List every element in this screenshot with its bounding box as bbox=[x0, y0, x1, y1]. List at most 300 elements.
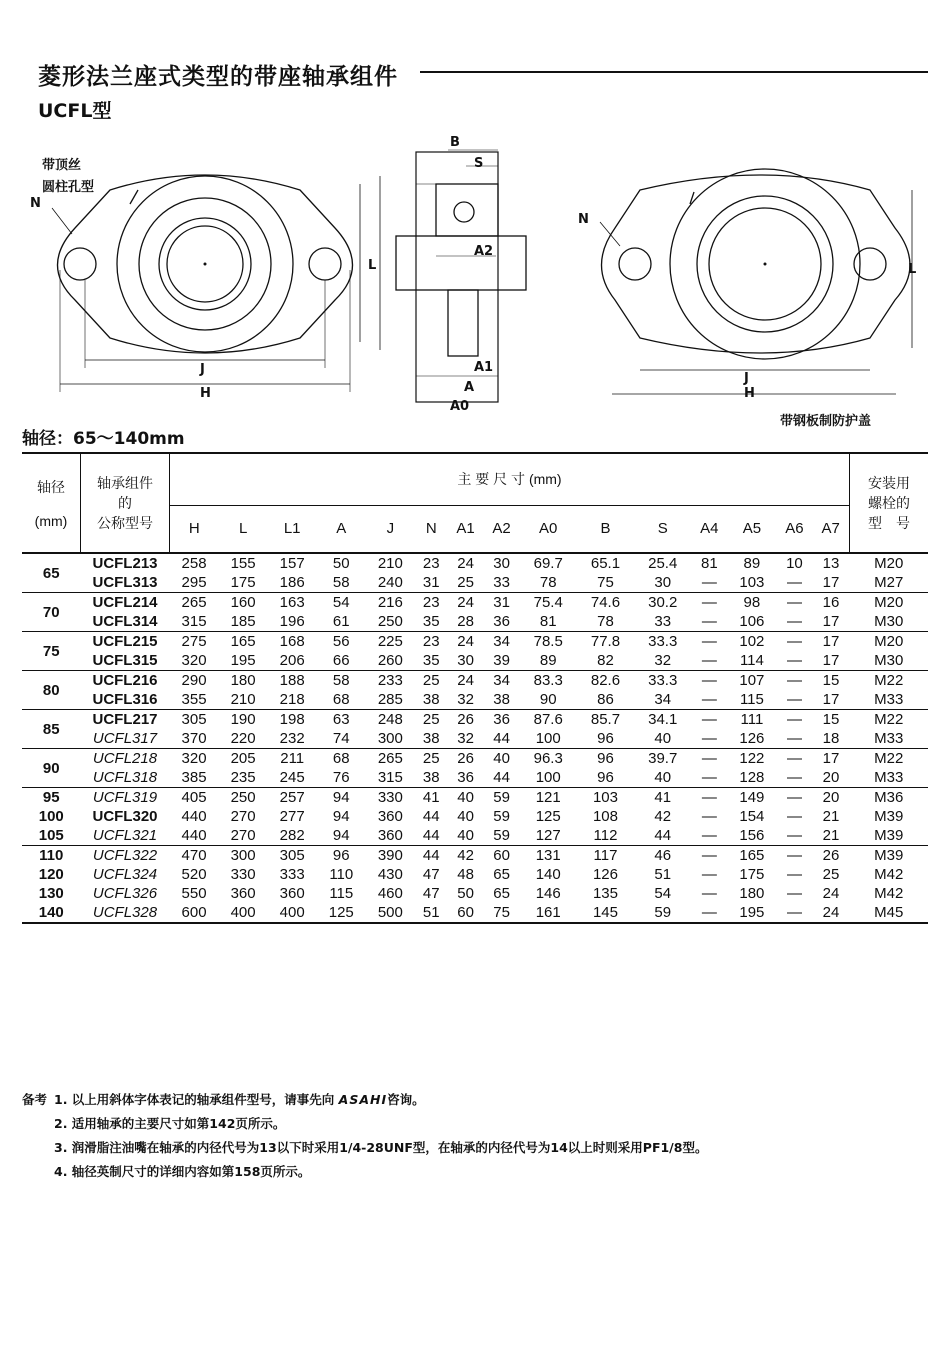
dimension-value: 115 bbox=[739, 691, 764, 708]
dimension-value: 40 bbox=[457, 827, 474, 844]
diagram-label-cylindrical: 圆柱孔型 bbox=[42, 180, 95, 195]
dimension-value: 96 bbox=[332, 847, 350, 864]
dimension-value: 39 bbox=[493, 652, 510, 669]
dimension-cell bbox=[448, 749, 484, 788]
dimension-cell bbox=[691, 632, 727, 671]
dimension-cell bbox=[484, 671, 520, 710]
note-2: 2. 适用轴承的主要尺寸如第142页所示。 bbox=[54, 1116, 286, 1131]
dimension-cell bbox=[317, 788, 366, 846]
dimension-cell bbox=[170, 553, 219, 593]
dimension-value: 290 bbox=[181, 672, 207, 689]
dimension-value: 385 bbox=[181, 769, 207, 786]
dimension-value: 233 bbox=[377, 672, 403, 689]
dimension-cell bbox=[415, 632, 448, 671]
bearing-diagram bbox=[0, 130, 950, 420]
dimension-cell bbox=[727, 593, 776, 632]
dimension-value: — bbox=[786, 633, 802, 650]
dimension-value: — bbox=[786, 847, 802, 864]
header-dimensions: 主 要 尺 寸 (mm) bbox=[170, 453, 850, 505]
dimension-value: — bbox=[786, 827, 802, 844]
dimension-value: 46 bbox=[654, 847, 672, 864]
shaft-size-cell bbox=[22, 553, 81, 593]
dimension-cell bbox=[634, 788, 691, 846]
dimension-value: 128 bbox=[739, 769, 765, 786]
dimension-value: 48 bbox=[457, 866, 474, 883]
model-number: UCFL321 bbox=[92, 827, 158, 844]
dimension-value: 24 bbox=[457, 633, 474, 650]
dimension-value: 103 bbox=[739, 574, 765, 591]
dimension-value: 51 bbox=[654, 866, 672, 883]
diagram-label-s: S bbox=[474, 156, 484, 171]
dimension-cell bbox=[484, 593, 520, 632]
dimension-cell bbox=[691, 749, 727, 788]
header-bolt: 安装用 螺栓的 型 号 bbox=[868, 475, 910, 531]
dimension-cell bbox=[727, 553, 776, 593]
dimension-cell bbox=[691, 553, 727, 593]
model-number: UCFL214 bbox=[92, 594, 158, 611]
dimension-value: 40 bbox=[654, 730, 672, 747]
dimension-value: 248 bbox=[377, 711, 403, 728]
dimension-value: 26 bbox=[822, 847, 840, 864]
dimension-value: 68 bbox=[332, 691, 350, 708]
shaft-size: 70 bbox=[42, 603, 60, 621]
dimension-cell bbox=[484, 710, 520, 749]
bolt-cell bbox=[850, 788, 929, 846]
dimension-value: — bbox=[786, 866, 802, 883]
dimension-value: 198 bbox=[279, 711, 305, 728]
dimension-cell bbox=[415, 671, 448, 710]
dimension-value: 61 bbox=[332, 613, 350, 630]
dimension-value: 33.3 bbox=[648, 672, 678, 689]
dimension-value: 59 bbox=[493, 789, 510, 806]
dimension-value: — bbox=[786, 711, 802, 728]
dimension-value: 17 bbox=[822, 613, 840, 630]
dimension-value: 146 bbox=[535, 885, 561, 902]
dimension-value: — bbox=[786, 652, 802, 669]
dimension-value: 270 bbox=[230, 808, 256, 825]
dimension-value: 245 bbox=[279, 769, 305, 786]
shaft-size-cell bbox=[22, 710, 81, 749]
dimension-value: 165 bbox=[230, 633, 256, 650]
dimension-value: 24 bbox=[457, 555, 474, 572]
table-row bbox=[22, 593, 928, 632]
shaft-size: 120 bbox=[38, 866, 64, 883]
bolt-cell bbox=[850, 632, 929, 671]
diagram-label-l-right: L bbox=[908, 262, 917, 277]
dimension-value: 18 bbox=[822, 730, 840, 747]
dimension-value: 78.5 bbox=[533, 633, 563, 650]
dimension-value: 25.4 bbox=[648, 555, 678, 572]
dimension-value: 44 bbox=[493, 730, 510, 747]
dimension-cell bbox=[520, 671, 577, 710]
dimension-cell bbox=[776, 553, 812, 593]
dimension-cell bbox=[812, 749, 849, 788]
dimension-cell bbox=[170, 710, 219, 749]
dimension-value: 35 bbox=[422, 613, 440, 630]
dimension-value: — bbox=[701, 808, 717, 825]
dimension-value: 168 bbox=[279, 633, 305, 650]
dimension-value: 38 bbox=[493, 691, 510, 708]
model-number: UCFL213 bbox=[92, 555, 158, 572]
bolt-cell bbox=[850, 593, 929, 632]
dimension-value: 17 bbox=[822, 691, 840, 708]
table-row bbox=[22, 553, 928, 593]
dimension-value: 82.6 bbox=[590, 672, 621, 689]
dimension-value: 315 bbox=[181, 613, 207, 630]
dimension-cell bbox=[484, 553, 520, 593]
dimension-value: 240 bbox=[377, 574, 403, 591]
dimension-value: 250 bbox=[230, 789, 256, 806]
dimension-cell bbox=[812, 788, 849, 846]
dimension-value: 520 bbox=[181, 866, 207, 883]
dimension-value: 149 bbox=[739, 789, 765, 806]
shaft-size: 105 bbox=[38, 827, 64, 844]
dimension-value: 94 bbox=[332, 808, 350, 825]
dimension-value: 51 bbox=[422, 904, 440, 921]
dimension-value: 47 bbox=[422, 885, 440, 902]
dimension-cell bbox=[448, 710, 484, 749]
dimension-value: 25 bbox=[422, 711, 440, 728]
dimension-value: 100 bbox=[535, 769, 561, 786]
dimension-value: 96 bbox=[597, 769, 614, 786]
dimension-cell bbox=[727, 749, 776, 788]
dimension-cell bbox=[448, 846, 484, 924]
dimension-value: 30 bbox=[654, 574, 672, 591]
dimension-value: 20 bbox=[822, 789, 840, 806]
dimension-value: — bbox=[786, 885, 802, 902]
dimension-cell bbox=[727, 710, 776, 749]
dimension-value: 56 bbox=[332, 633, 350, 650]
dimension-value: 30 bbox=[493, 555, 510, 572]
dimension-value: 23 bbox=[422, 594, 440, 611]
dimension-value: 38 bbox=[422, 769, 440, 786]
dimension-cell bbox=[634, 632, 691, 671]
header-model: 轴承组件 的 公称型号 bbox=[81, 453, 170, 553]
dimension-value: 175 bbox=[230, 574, 256, 591]
dimension-value: 32 bbox=[654, 652, 672, 669]
dimension-cell bbox=[366, 710, 415, 749]
dimension-value: 175 bbox=[739, 866, 765, 883]
diagram-label-h-left: H bbox=[200, 386, 211, 401]
dimension-value: 21 bbox=[822, 808, 840, 825]
dimension-value: 96 bbox=[597, 730, 614, 747]
dimension-value: 155 bbox=[230, 555, 256, 572]
dimension-value: 24 bbox=[822, 885, 840, 902]
dimension-value: 40 bbox=[493, 750, 510, 767]
dimension-value: 34.1 bbox=[648, 711, 678, 728]
model-number: UCFL216 bbox=[92, 672, 158, 689]
dimension-value: 74 bbox=[332, 730, 350, 747]
dimension-value: 195 bbox=[230, 652, 256, 669]
dimension-value: 360 bbox=[377, 808, 403, 825]
dimension-value: 58 bbox=[332, 574, 350, 591]
shaft-size: 95 bbox=[42, 789, 60, 806]
dimension-value: 75 bbox=[597, 574, 614, 591]
shaft-size-cell bbox=[22, 671, 81, 710]
dimension-value: 41 bbox=[654, 789, 672, 806]
dimension-value: 65 bbox=[493, 866, 510, 883]
dimension-value: 235 bbox=[230, 769, 256, 786]
dimension-value: — bbox=[701, 904, 717, 921]
bolt-size: M33 bbox=[874, 730, 904, 747]
dimension-value: 25 bbox=[422, 750, 440, 767]
title-rule bbox=[420, 71, 928, 73]
model-number: UCFL315 bbox=[92, 652, 158, 669]
dimension-value: 122 bbox=[739, 750, 765, 767]
shaft-size: 140 bbox=[38, 904, 64, 921]
dimension-value: 17 bbox=[822, 633, 840, 650]
dimension-value: 17 bbox=[822, 750, 840, 767]
dimension-value: 111 bbox=[740, 711, 764, 728]
dimension-cell bbox=[268, 632, 317, 671]
dimension-value: 94 bbox=[332, 789, 350, 806]
dimension-value: 127 bbox=[535, 827, 561, 844]
shaft-size: 90 bbox=[42, 759, 60, 777]
dimension-value: 205 bbox=[230, 750, 256, 767]
dimension-cell bbox=[812, 593, 849, 632]
dimension-value: 63 bbox=[332, 711, 350, 728]
dimension-value: 89 bbox=[539, 652, 557, 669]
dimension-value: 430 bbox=[377, 866, 403, 883]
dimension-value: — bbox=[701, 866, 717, 883]
header-dim: L bbox=[238, 520, 248, 538]
dimension-value: — bbox=[786, 789, 802, 806]
dimension-value: 140 bbox=[535, 866, 561, 883]
header-dim: A5 bbox=[742, 520, 762, 538]
dimension-value: 10 bbox=[786, 555, 803, 572]
header-dim: A4 bbox=[700, 520, 719, 538]
dimension-value: — bbox=[701, 594, 717, 611]
dimension-cell bbox=[634, 846, 691, 924]
dimension-cell bbox=[776, 749, 812, 788]
dimension-value: 38 bbox=[422, 730, 440, 747]
dimension-value: 94 bbox=[332, 827, 350, 844]
dimension-cell bbox=[520, 593, 577, 632]
dimension-value: — bbox=[786, 750, 802, 767]
header-dim: L1 bbox=[283, 520, 301, 538]
dimension-value: 188 bbox=[279, 672, 305, 689]
dimension-value: 40 bbox=[457, 789, 474, 806]
dimension-cell bbox=[634, 710, 691, 749]
dimension-value: — bbox=[786, 769, 802, 786]
shaft-range-label: 轴径：65～140mm bbox=[22, 429, 185, 449]
model-number: UCFL215 bbox=[92, 633, 158, 650]
bolt-cell bbox=[850, 671, 929, 710]
dimension-cell bbox=[219, 788, 268, 846]
dimension-cell bbox=[448, 788, 484, 846]
diagram-label-a0: A0 bbox=[450, 399, 470, 414]
dimension-value: 440 bbox=[181, 808, 207, 825]
dimension-cell bbox=[268, 788, 317, 846]
dimension-value: — bbox=[701, 711, 717, 728]
dimension-cell bbox=[691, 846, 727, 924]
dimension-value: 81 bbox=[539, 613, 557, 630]
bolt-size: M36 bbox=[874, 789, 904, 806]
dimension-value: 218 bbox=[279, 691, 305, 708]
dimension-value: 40 bbox=[654, 769, 672, 786]
dimension-value: 165 bbox=[739, 847, 765, 864]
dimension-value: 125 bbox=[535, 808, 561, 825]
dimension-value: 112 bbox=[593, 827, 618, 844]
dimension-value: — bbox=[701, 691, 717, 708]
bolt-size: M42 bbox=[874, 866, 904, 883]
model-number: UCFL319 bbox=[92, 789, 158, 806]
dimension-value: 125 bbox=[328, 904, 354, 921]
dimension-value: 33 bbox=[493, 574, 510, 591]
dimension-value: 270 bbox=[230, 827, 256, 844]
dimension-value: 100 bbox=[535, 730, 561, 747]
dimension-cell bbox=[317, 671, 366, 710]
dimension-cell bbox=[366, 632, 415, 671]
dimension-value: 36 bbox=[493, 711, 510, 728]
model-number: UCFL217 bbox=[92, 711, 158, 728]
diagram-caption-steel-cover: 带钢板制防护盖 bbox=[780, 414, 872, 429]
dimension-value: 370 bbox=[181, 730, 207, 747]
dimension-value: — bbox=[701, 789, 717, 806]
shaft-size-cell bbox=[22, 749, 81, 788]
dimension-value: 74.6 bbox=[590, 594, 621, 611]
shaft-size: 100 bbox=[38, 808, 64, 825]
dimension-cell bbox=[577, 710, 634, 749]
model-number: UCFL218 bbox=[92, 750, 158, 767]
header-shaft: 轴径 (mm) bbox=[22, 453, 81, 553]
dimension-cell bbox=[170, 749, 219, 788]
dimension-value: 360 bbox=[230, 885, 256, 902]
dimension-cell bbox=[577, 632, 634, 671]
dimension-value: — bbox=[701, 652, 717, 669]
dimension-cell bbox=[268, 593, 317, 632]
dimension-value: 44 bbox=[422, 827, 440, 844]
dimension-value: 300 bbox=[377, 730, 403, 747]
dimension-cell bbox=[170, 846, 219, 924]
dimension-value: 28 bbox=[457, 613, 474, 630]
dimension-value: 15 bbox=[822, 711, 840, 728]
dimension-value: 89 bbox=[743, 555, 761, 572]
dimension-value: 121 bbox=[535, 789, 561, 806]
dimension-value: 40 bbox=[457, 808, 474, 825]
dimension-cell bbox=[415, 788, 448, 846]
dimension-cell bbox=[812, 710, 849, 749]
dimension-value: 232 bbox=[279, 730, 305, 747]
dimension-cell bbox=[691, 788, 727, 846]
dimension-value: 75 bbox=[493, 904, 510, 921]
dimension-value: 156 bbox=[739, 827, 765, 844]
dimension-cell bbox=[634, 671, 691, 710]
dimension-cell bbox=[366, 749, 415, 788]
dimension-value: 250 bbox=[377, 613, 403, 630]
dimension-value: 161 bbox=[535, 904, 561, 921]
bolt-cell bbox=[850, 553, 929, 593]
dimension-value: 44 bbox=[654, 827, 672, 844]
dimension-cell bbox=[219, 593, 268, 632]
dimension-value: 305 bbox=[279, 847, 305, 864]
diagram-label-h-right: H bbox=[744, 386, 755, 401]
page-subtitle: UCFL型 bbox=[38, 100, 112, 122]
dimension-value: 126 bbox=[592, 866, 618, 883]
dimension-value: 60 bbox=[493, 847, 510, 864]
header-dim: A1 bbox=[456, 520, 475, 538]
bolt-cell bbox=[850, 749, 929, 788]
dimension-value: 31 bbox=[493, 594, 510, 611]
dimension-value: 163 bbox=[279, 594, 305, 611]
dimension-value: 210 bbox=[230, 691, 256, 708]
dimension-value: 87.6 bbox=[533, 711, 563, 728]
dimension-value: 24 bbox=[457, 672, 474, 689]
dimension-value: 47 bbox=[422, 866, 440, 883]
shaft-size-cell bbox=[22, 632, 81, 671]
dimension-value: — bbox=[786, 904, 802, 921]
dimension-value: 50 bbox=[457, 885, 474, 902]
dimension-value: — bbox=[701, 633, 717, 650]
dimension-value: 78 bbox=[597, 613, 614, 630]
dimension-value: 75.4 bbox=[533, 594, 563, 611]
dimension-value: — bbox=[701, 672, 717, 689]
dimension-value: 26 bbox=[457, 711, 474, 728]
bolt-size: M20 bbox=[874, 633, 904, 650]
dimension-value: 66 bbox=[332, 652, 350, 669]
dimension-value: 16 bbox=[822, 594, 840, 611]
dimension-value: 98 bbox=[743, 594, 761, 611]
diagram-label-a1: A1 bbox=[474, 360, 494, 375]
diagram-label-j-right: J bbox=[744, 371, 749, 386]
dimension-cell bbox=[484, 749, 520, 788]
dimension-value: 180 bbox=[230, 672, 256, 689]
dimension-value: 17 bbox=[822, 652, 840, 669]
dimension-value: 106 bbox=[739, 613, 765, 630]
header-dim: A7 bbox=[812, 505, 849, 553]
dimension-cell bbox=[317, 749, 366, 788]
header-dim: A bbox=[336, 520, 347, 538]
dimension-value: 500 bbox=[377, 904, 403, 921]
dimension-cell bbox=[577, 846, 634, 924]
bolt-size: M30 bbox=[874, 652, 904, 669]
dimension-value: 320 bbox=[181, 750, 207, 767]
model-cell bbox=[81, 671, 170, 710]
dimension-cell bbox=[268, 553, 317, 593]
dimension-cell bbox=[219, 749, 268, 788]
dimension-value: 34 bbox=[493, 633, 510, 650]
diagram-label-b: B bbox=[450, 135, 460, 150]
dimension-value: 185 bbox=[230, 613, 256, 630]
model-cell bbox=[81, 788, 170, 846]
dimension-cell bbox=[691, 710, 727, 749]
dimension-value: 34 bbox=[654, 691, 672, 708]
dimension-value: 400 bbox=[230, 904, 256, 921]
dimension-cell bbox=[812, 553, 849, 593]
dimension-value: 15 bbox=[822, 672, 840, 689]
dimension-value: 460 bbox=[377, 885, 403, 902]
dimension-cell bbox=[776, 788, 812, 846]
dimension-cell bbox=[219, 553, 268, 593]
dimension-value: 76 bbox=[332, 769, 350, 786]
dimension-cell bbox=[520, 553, 577, 593]
header-dim: A6 bbox=[785, 520, 804, 538]
dimension-value: 78 bbox=[539, 574, 557, 591]
dimension-cell bbox=[776, 632, 812, 671]
dimension-cell bbox=[268, 846, 317, 924]
dimension-value: 30 bbox=[457, 652, 474, 669]
dimension-cell bbox=[776, 593, 812, 632]
dimension-value: 103 bbox=[592, 789, 618, 806]
bolt-size: M39 bbox=[874, 847, 904, 864]
bolt-cell bbox=[850, 846, 929, 924]
dimension-value: 68 bbox=[332, 750, 350, 767]
dimension-value: 50 bbox=[332, 555, 350, 572]
dimension-value: 320 bbox=[181, 652, 207, 669]
dimension-value: 32 bbox=[457, 691, 474, 708]
shaft-size: 80 bbox=[42, 681, 60, 699]
dimension-cell bbox=[268, 671, 317, 710]
